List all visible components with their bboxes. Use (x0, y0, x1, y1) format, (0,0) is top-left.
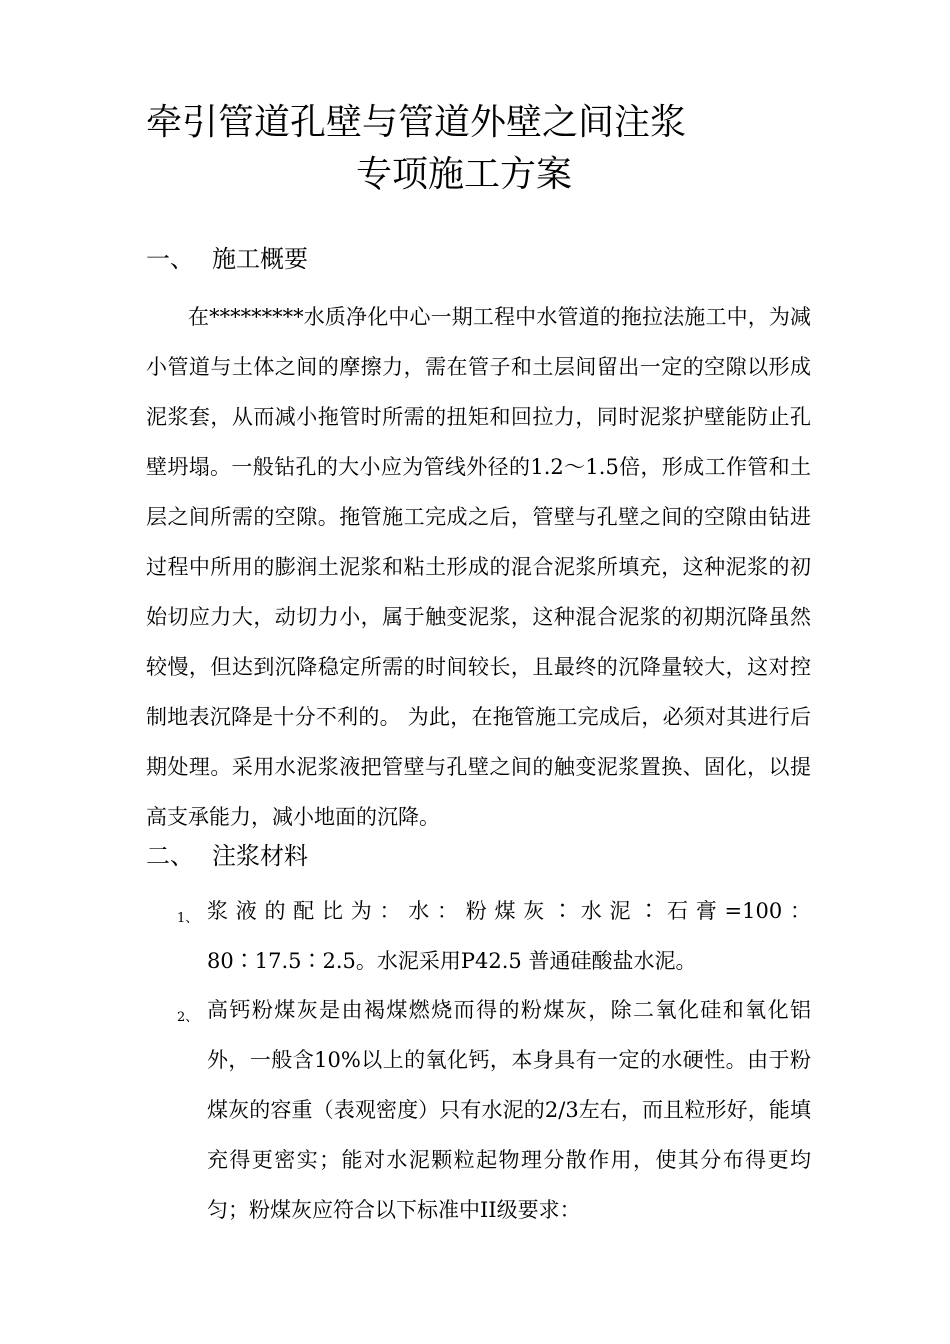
section-2-number: 二、 (146, 842, 194, 870)
list-item-text: 高钙粉煤灰是由褐煤燃烧而得的粉煤灰，除二氧化硅和氧化铝外，一般含10%以上的氧化钙，本身具有一定的水硬性。由于粉煤灰的容重（表观密度）只有水泥的2/3左右，而且粒形好，能填充得更密实；能对水泥颗粒起物理分散作用，使其分布得更均匀；粉煤灰应符合以下标准中II级要求： (207, 998, 811, 1222)
section-1-title: 施工概要 (212, 245, 308, 273)
section-2-title: 注浆材料 (212, 842, 308, 870)
list-item (177, 886, 811, 986)
list-item-marker: 1、 (177, 911, 199, 926)
section-1-number: 一、 (146, 245, 194, 273)
section-2-heading (146, 840, 308, 872)
section-1-heading (146, 243, 308, 275)
list-item-text: 浆液的配比为：水：粉煤灰∶水泥∶石膏=100：80∶17.5∶2.5。水泥采用P42.5 普通硅酸盐水泥。 (207, 899, 811, 973)
document-title-line-2: 专项施工方案 (356, 154, 573, 195)
section-1-paragraph: 在*********水质净化中心一期工程中水管道的拖拉法施工中，为减小管道与土体之间的摩擦力，需在管子和土层间留出一定的空隙以形成泥浆套，从而减小拖管时所需的扭矩和回拉力，同时泥浆护壁能防止孔壁坍塌。一般钻孔的大小应为管线外径的1.2～1.5倍，形成工作管和土层之间所需的空隙。拖管施工完成之后，管壁与孔壁之间的空隙由钻进过程中所用的膨润土泥浆和粘土形成的混合泥浆所填充，这种泥浆的初始切应力大，动切力小，属于触变泥浆，这种混合泥浆的初期沉降虽然较慢，但达到沉降稳定所需的时间较长，且最终的沉降量较大，这对控制地表沉降是十分不利的。 为此，在拖管施工完成后，必须对其进行后期处理。采用水泥浆液把管壁与孔壁之间的触变泥浆置换、固化，以提高支承能力，减小地面的沉降。 (146, 305, 811, 829)
list-item-marker: 2、 (177, 1010, 199, 1025)
list-item (177, 985, 811, 1235)
document-title-line-1: 牵引管道孔壁与管道外壁之间注浆 (146, 102, 687, 143)
